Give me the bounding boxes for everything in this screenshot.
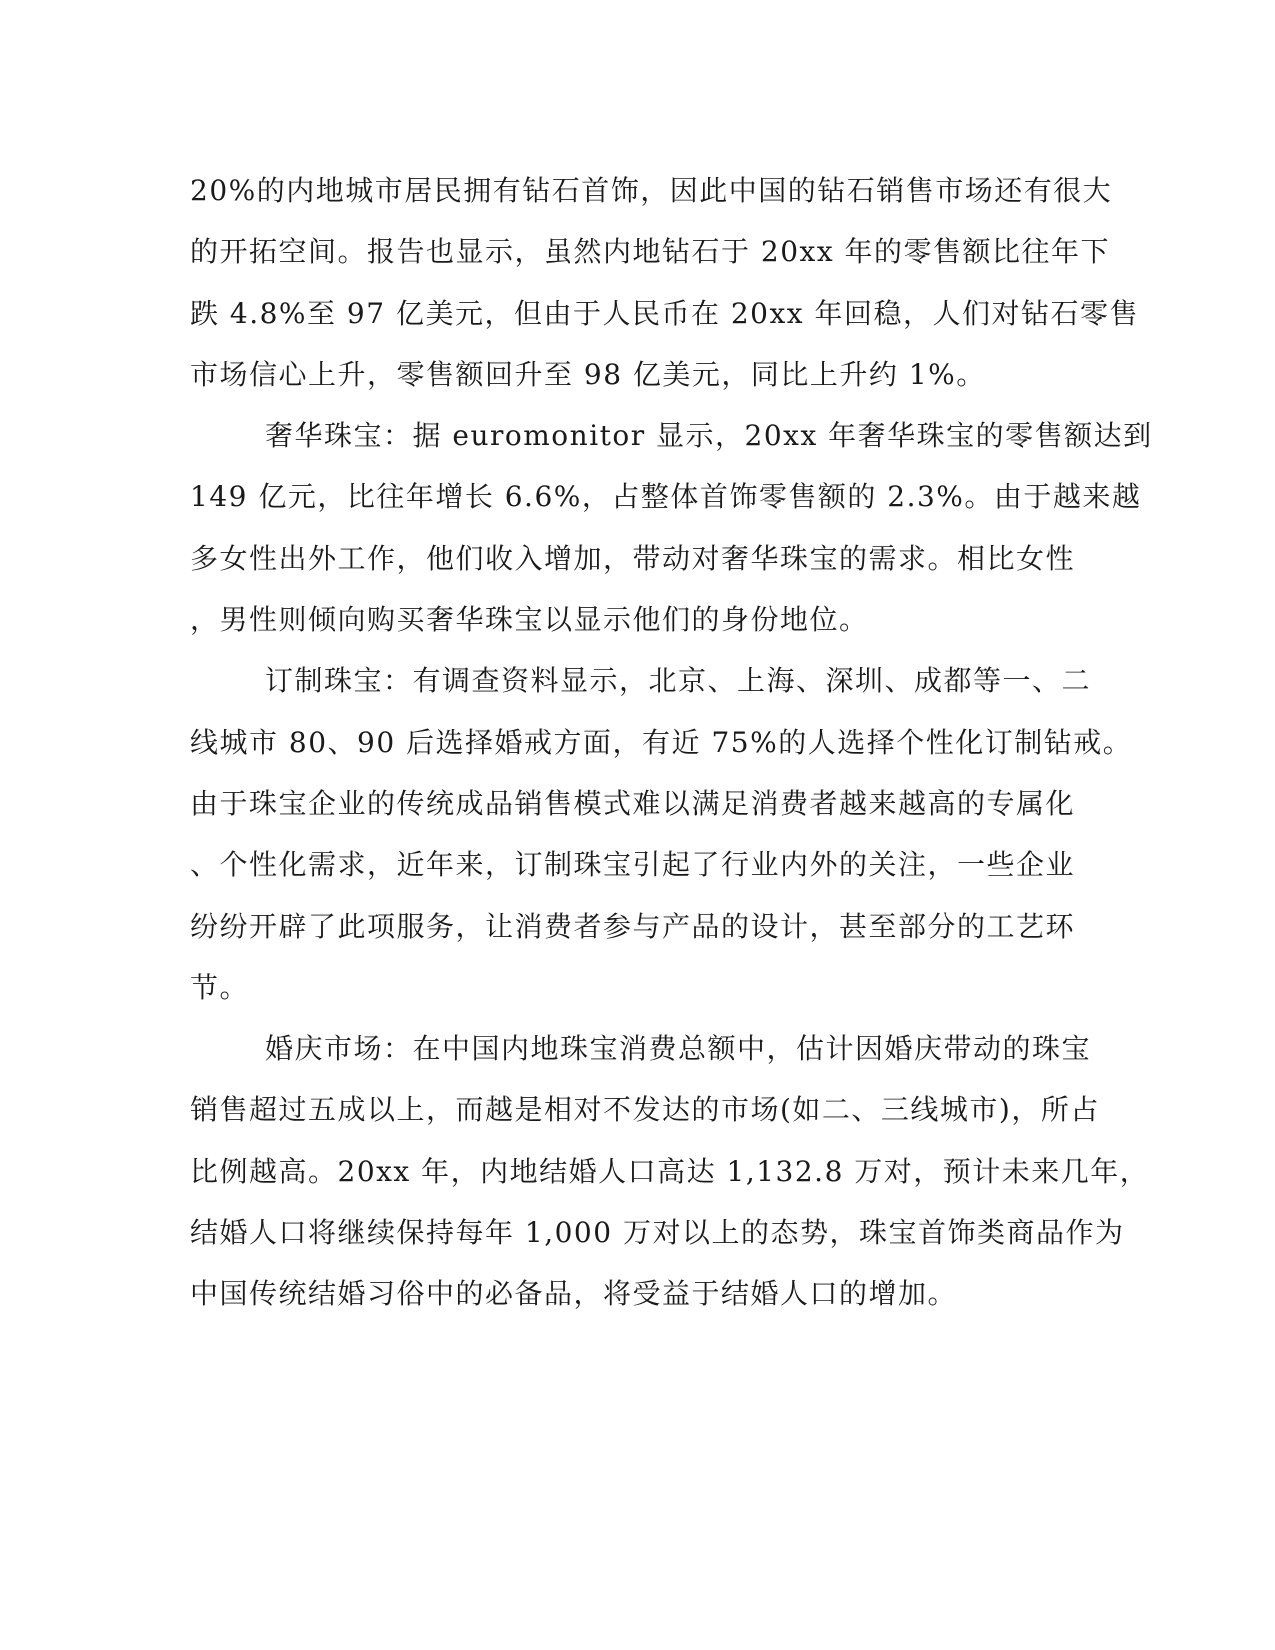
paragraph-line: 市场信心上升，零售额回升至 98 亿美元，同比上升约 1%。	[190, 357, 986, 391]
paragraph-line: 比例越高。20xx 年，内地结婚人口高达 1,132.8 万对，预计未来几年，	[190, 1154, 1150, 1188]
paragraph-line: 销售超过五成以上，而越是相对不发达的市场(如二、三线城市)，所占	[190, 1093, 1100, 1127]
paragraph-line: 由于珠宝企业的传统成品销售模式难以满足消费者越来越高的专属化	[190, 786, 1076, 820]
paragraph-line: 节。	[190, 970, 250, 1004]
paragraph-line: 、个性化需求，近年来，订制珠宝引起了行业内外的关注，一些企业	[190, 848, 1076, 882]
paragraph-line: 20%的内地城市居民拥有钻石首饰，因此中国的钻石销售市场还有很大	[190, 174, 1113, 207]
paragraph-line: 奢华珠宝：据 euromonitor 显示，20xx 年奢华珠宝的零售额达到	[265, 419, 1153, 453]
paragraph-line: 纷纷开辟了此项服务，让消费者参与产品的设计，甚至部分的工艺环	[190, 909, 1076, 943]
paragraph-line: 订制珠宝：有调查资料显示，北京、上海、深圳、成都等一、二	[265, 664, 1092, 698]
paragraph-line: 中国传统结婚习俗中的必备品，将受益于结婚人口的增加。	[190, 1277, 958, 1311]
paragraph-line: 的开拓空间。报告也显示，虽然内地钻石于 20xx 年的零售额比往年下	[190, 235, 1111, 269]
paragraph-line: 跌 4.8%至 97 亿美元，但由于人民币在 20xx 年回稳，人们对钻石零售	[190, 296, 1139, 330]
paragraph-line: ，男性则倾向购买奢华珠宝以显示他们的身份地位。	[190, 603, 869, 637]
paragraph-line: 婚庆市场：在中国内地珠宝消费总额中，估计因婚庆带动的珠宝	[265, 1032, 1092, 1066]
document-body	[190, 160, 1153, 1325]
paragraph-line: 149 亿元，比往年增长 6.6%，占整体首饰零售额的 2.3%。由于越来越	[190, 480, 1142, 514]
paragraph-line: 多女性出外工作，他们收入增加，带动对奢华珠宝的需求。相比女性	[190, 541, 1076, 575]
paragraph-line: 结婚人口将继续保持每年 1,000 万对以上的态势，珠宝首饰类商品作为	[190, 1216, 1125, 1250]
paragraph-line: 线城市 80、90 后选择婚戒方面，有近 75%的人选择个性化订制钻戒。	[190, 725, 1133, 759]
